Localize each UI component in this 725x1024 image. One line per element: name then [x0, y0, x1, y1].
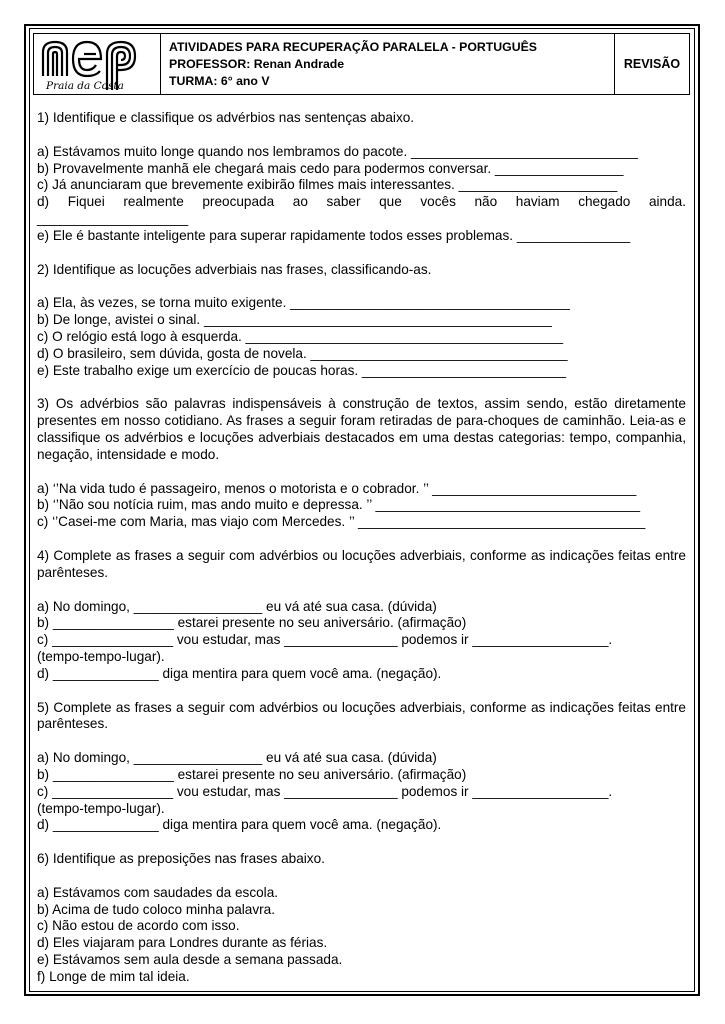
question-4 — [37, 548, 686, 683]
list-item: e) Estávamos sem aula desde a semana passada. — [37, 952, 343, 968]
answer-blank: ____________________ — [37, 210, 189, 226]
list-item: d) ______________ diga mentira para quem você ama. (negação). — [37, 817, 442, 833]
question-prompt: 1) Identifique e classifique os advérbios nas sentenças abaixo. — [37, 110, 415, 125]
professor-line: PROFESSOR: Renan Andrade — [169, 57, 345, 71]
question-prompt: 5) Complete as frases a seguir com advérbios ou locuções adverbiais, conforme as indicações feitas entre parênteses. — [37, 699, 686, 732]
question-prompt: 4) Complete as frases a seguir com advérbios ou locuções adverbiais, conforme as indicações feitas entre parênteses. — [37, 547, 686, 580]
list-item: d) O brasileiro, sem dúvida, gosta de novela. __________________________________ — [37, 345, 568, 361]
list-item: e) Ele é bastante inteligente para superar rapidamente todos esses problemas. _______________ — [37, 227, 631, 243]
list-item: c) Já anunciaram que brevemente exibirão filmes mais interessantes. _____________________ — [37, 177, 618, 193]
question-6 — [37, 851, 686, 986]
list-item: b) ________________ estarei presente no seu aniversário. (afirmação) — [37, 615, 467, 631]
question-prompt: 6) Identifique as preposições nas frases abaixo. — [37, 851, 325, 867]
list-item: b) ‘’Não sou notícia ruim, mas ando muito e depressa. ’’ ___________________________________ — [37, 497, 641, 513]
list-item: b) Acima de tudo coloco minha palavra. — [37, 901, 276, 917]
school-logo — [34, 34, 161, 94]
header-table — [33, 33, 690, 95]
list-item: d) ______________ diga mentira para quem você ama. (negação). — [37, 665, 442, 681]
list-item: (tempo-tempo-lugar). — [37, 800, 165, 816]
list-item: b) ________________ estarei presente no seu aniversário. (afirmação) — [37, 766, 467, 782]
list-item: c) Não estou de acordo com isso. — [37, 918, 240, 934]
list-item: a) Estávamos com saudades da escola. — [37, 884, 279, 900]
header-title-cell — [161, 34, 615, 94]
list-item: c) O relógio está logo à esquerda. __________________________________________ — [37, 328, 564, 344]
list-item: d) Eles viajaram para Londres durante as férias. — [37, 935, 328, 951]
question-2 — [37, 262, 686, 380]
list-item: d) Fiquei realmente preocupada ao saber que vocês não haviam chegado ainda. — [37, 194, 686, 210]
list-item: a) Ela, às vezes, se torna muito exigente. _____________________________________ — [37, 295, 570, 311]
logo-subtitle: Praia da Costa — [46, 80, 124, 92]
question-5 — [37, 700, 686, 835]
list-item: f) Longe de mim tal ideia. — [37, 968, 190, 984]
worksheet-body — [37, 110, 686, 986]
list-item: e) Este trabalho exige um exercício de poucas horas. ___________________________ — [37, 362, 567, 378]
list-item: (tempo-tempo-lugar). — [37, 648, 165, 664]
list-item: a) Estávamos muito longe quando nos lembramos do pacote. ______________________________ — [37, 143, 638, 159]
list-item: c) ________________ vou estudar, mas _______________ podemos ir __________________. — [37, 632, 613, 648]
question-prompt: 2) Identifique as locuções adverbiais nas frases, classificando-as. — [37, 261, 432, 277]
activity-title: ATIVIDADES PARA RECUPERAÇÃO PARALELA - PORTUGUÊS — [169, 40, 538, 54]
nep-logo-icon — [34, 34, 160, 94]
list-item: b) Provavelmente manhã ele chegará mais cedo para podermos conversar. _________________ — [37, 160, 624, 176]
question-1 — [37, 110, 686, 245]
list-item: a) No domingo, _________________ eu vá até sua casa. (dúvida) — [37, 750, 437, 766]
list-item: c) ________________ vou estudar, mas _______________ podemos ir __________________. — [37, 783, 613, 799]
revision-label: REVISÃO — [623, 57, 681, 71]
list-item: a) No domingo, _________________ eu vá até sua casa. (dúvida) — [37, 598, 437, 614]
list-item: a) ‘’Na vida tudo é passageiro, menos o motorista e o cobrador. ’’ ___________________________ — [37, 480, 637, 496]
question-prompt: 3) Os advérbios são palavras indispensáveis à construção de textos, assim sendo, estão diretamente presentes em nosso cotidiano. As frases a seguir foram retiradas de para-choques de caminhão. Leia-as e classifique os advérbios e locuções adverbiais destacados em uma destas categorias: tempo, companhia, negação, intensidade e modo. — [37, 396, 686, 462]
class-line: TURMA: 6° ano V — [169, 74, 270, 88]
question-3 — [37, 396, 686, 531]
list-item: c) ‘’Casei-me com Maria, mas viajo com Mercedes. ’’ ______________________________________ — [37, 514, 646, 530]
list-item: b) De longe, avistei o sinal. ______________________________________________ — [37, 312, 552, 328]
